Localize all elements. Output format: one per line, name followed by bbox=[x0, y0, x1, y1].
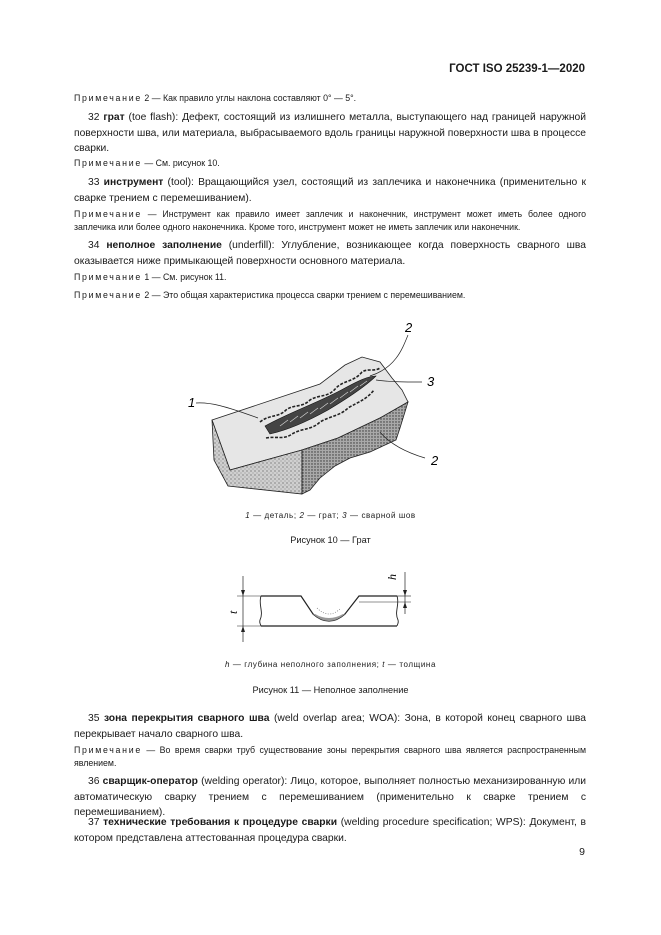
legend-key: 3 bbox=[342, 511, 348, 520]
figure-10-legend bbox=[0, 511, 661, 520]
note-34-2 bbox=[74, 289, 586, 302]
note-35 bbox=[74, 744, 586, 770]
note-label: Примечание bbox=[74, 745, 142, 755]
callout-3: 3 bbox=[427, 374, 435, 389]
legend-key: 2 bbox=[299, 511, 305, 520]
note-text: — Инструмент как правило имеет заплечик и наконечник, инструмент может иметь более одного заплечика или более одного наконечника. Кроме того, инструмент может не иметь заплечик или наконечник. bbox=[74, 209, 586, 232]
note-label: Примечание bbox=[74, 209, 142, 219]
plate-break-right bbox=[397, 596, 399, 626]
note-31-2 bbox=[74, 92, 586, 105]
note-label: Примечание bbox=[74, 290, 142, 300]
plate-break-left bbox=[260, 596, 262, 626]
term-name: инструмент bbox=[103, 177, 164, 188]
term-number: 35 bbox=[88, 713, 104, 724]
term-number: 37 bbox=[88, 817, 104, 828]
term-definition: (tool): Вращающийся узел, состоящий из заплечика и наконечника (применительно к сварке трением с перемешиванием). bbox=[74, 177, 586, 204]
legend-key: 1 bbox=[245, 511, 251, 520]
note-text: 1 — См. рисунок 11. bbox=[141, 272, 227, 282]
note-label: Примечание bbox=[74, 93, 142, 103]
term-36-welding-operator bbox=[74, 774, 586, 821]
dim-label-h: h bbox=[385, 574, 399, 580]
legend-key: h bbox=[224, 660, 231, 669]
page-header-standard: ГОСТ ISO 25239-1—2020 bbox=[449, 63, 585, 75]
term-definition: (welding operator): Лицо, которое, выполняет полностью механизированную или автоматическую сварку трением с перемешиванием (применительно к сварке трением с перемешиванием). bbox=[74, 776, 586, 818]
note-33 bbox=[74, 208, 586, 234]
legend-desc: — деталь; bbox=[250, 511, 300, 520]
figure-10-toe-flash-drawing bbox=[170, 310, 470, 505]
weld-zone bbox=[313, 614, 345, 621]
note-text: 2 — Как правило углы наклона составляют 0° — 5°. bbox=[141, 93, 357, 103]
legend-key: t bbox=[382, 660, 386, 669]
term-name: зона перекрытия сварного шва bbox=[103, 713, 270, 724]
term-definition: (welding procedure specification; WPS): Документ, в котором представлена аттестованная процедура сварки. bbox=[74, 817, 586, 844]
callout-1: 1 bbox=[188, 395, 196, 410]
note-text: — См. рисунок 10. bbox=[141, 158, 220, 168]
page-number: 9 bbox=[579, 846, 585, 858]
term-number: 33 bbox=[88, 177, 104, 188]
callout-2-top: 2 bbox=[405, 320, 413, 335]
legend-desc: — глубина неполного заполнения; bbox=[230, 660, 383, 669]
term-35-weld-overlap-area bbox=[74, 711, 586, 742]
figure-11-underfill-drawing bbox=[225, 562, 425, 644]
note-label: Примечание bbox=[74, 158, 142, 168]
note-label: Примечание bbox=[74, 272, 142, 282]
plate-top-surface bbox=[261, 596, 397, 621]
figure-11-legend bbox=[0, 660, 661, 669]
legend-desc: — толщина bbox=[385, 660, 436, 669]
note-text: 2 — Это общая характеристика процесса сварки трением с перемешиванием. bbox=[141, 290, 466, 300]
term-number: 32 bbox=[88, 112, 104, 123]
term-definition: (underfill): Углубление, возникающее когда поверхность сварного шва оказывается ниже примыкающей поверхности основного материала. bbox=[74, 240, 586, 267]
dim-label-t: t bbox=[226, 610, 240, 614]
weld-stipple bbox=[317, 608, 341, 614]
term-definition: (toe flash): Дефект, состоящий из излишнего металла, выступающего над границей наружной поверхности шва, или материала, выбрасываемого вдоль границы наружной поверхности шва в процессе сварки. bbox=[74, 112, 586, 154]
legend-desc: — сварной шов bbox=[347, 511, 416, 520]
term-name: неполное заполнение bbox=[106, 240, 222, 251]
figure-10-caption: Рисунок 10 — Грат bbox=[290, 535, 371, 545]
term-name: грат bbox=[103, 112, 125, 123]
note-32 bbox=[74, 157, 586, 170]
term-definition: (weld overlap area; WOA): Зона, в которой конец сварного шва перекрывает начало сварного шва. bbox=[74, 713, 586, 740]
legend-desc: — грат; bbox=[304, 511, 343, 520]
callout-2-bottom: 2 bbox=[431, 453, 439, 468]
term-32-toe-flash bbox=[74, 110, 586, 157]
figure-11-caption: Рисунок 11 — Неполное заполнение bbox=[252, 685, 409, 695]
term-33-tool bbox=[74, 175, 586, 206]
term-34-underfill bbox=[74, 238, 586, 269]
note-34-1 bbox=[74, 271, 586, 284]
term-name: сварщик-оператор bbox=[102, 776, 198, 787]
note-text: — Во время сварки труб существование зоны перекрытия сварного шва является распространенным явлением. bbox=[74, 745, 586, 768]
term-number: 34 bbox=[88, 240, 107, 251]
term-number: 36 bbox=[88, 776, 103, 787]
term-37-wps bbox=[74, 815, 586, 846]
term-name: технические требования к процедуре сварки bbox=[103, 817, 338, 828]
